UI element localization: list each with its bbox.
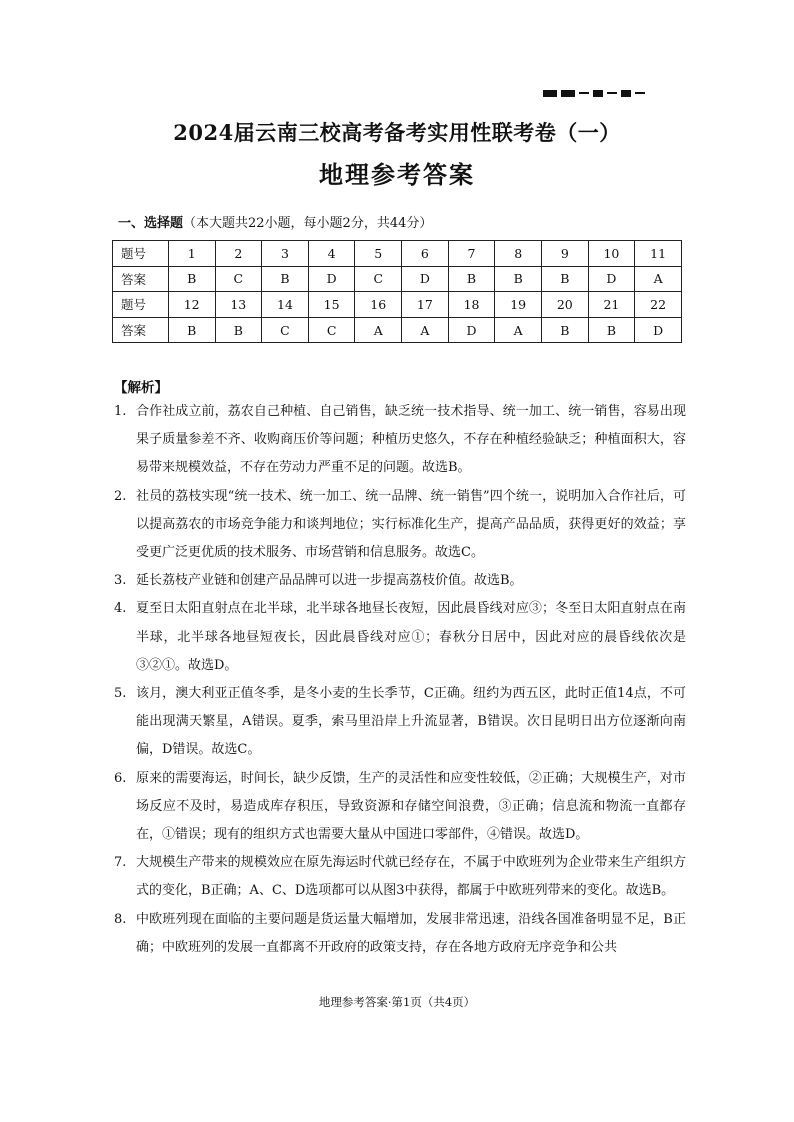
item-number: 5. — [114, 686, 127, 702]
table-cell: 8 — [495, 241, 542, 267]
item-number: 4. — [114, 601, 127, 617]
table-row — [113, 266, 682, 292]
exam-title: 2024届云南三校高考备考实用性联考卷（一） — [173, 120, 621, 145]
item-number: 8. — [114, 911, 127, 927]
table-cell: C — [308, 317, 355, 343]
analysis-item — [114, 849, 686, 905]
analysis-item — [114, 398, 686, 483]
analysis-list — [114, 398, 686, 962]
answer-table — [112, 240, 682, 343]
section-title: 一、选择题 — [118, 216, 184, 231]
table-cell: D — [635, 317, 682, 343]
item-text: 延长荔枝产业链和创建产品品牌可以进一步提高荔枝价值。故选B。 — [136, 573, 523, 589]
table-cell: B — [588, 317, 635, 343]
item-number: 2. — [114, 488, 127, 504]
table-cell: A — [402, 317, 449, 343]
table-cell: D — [402, 266, 449, 292]
item-number: 1. — [114, 404, 127, 419]
item-number: 6. — [114, 770, 127, 786]
table-cell: C — [262, 317, 309, 343]
table-cell: 1 — [168, 241, 215, 267]
table-cell: 21 — [588, 292, 635, 318]
table-cell: 15 — [308, 292, 355, 318]
table-cell: B — [541, 317, 588, 343]
table-cell: A — [495, 317, 542, 343]
table-cell: 20 — [541, 292, 588, 318]
table-cell: 13 — [215, 292, 262, 318]
table-cell: A — [635, 266, 682, 292]
section-heading — [118, 212, 432, 231]
table-cell: 22 — [635, 292, 682, 318]
exam-subtitle: 地理参考答案 — [319, 160, 475, 189]
table-cell: 19 — [495, 292, 542, 318]
analysis-item — [114, 483, 686, 568]
item-text: 原来的需要海运，时间长，缺少反馈，生产的灵活性和应变性较低，②正确；大规模生产，对市场反应不及时，易造成库存积压，导致资源和存储空间浪费，③正确；信息流和物流一直都存在，①错误；现有的组织方式也需要大量从中国进口零部件，④错误。故选D。 — [136, 770, 686, 843]
table-cell: B — [495, 266, 542, 292]
item-text: 合作社成立前，荔农自己种植、自己销售，缺乏统一技术指导、统一加工、统一销售，容易出现果子质量参差不齐、收购商压价等问题；种植历史悠久，不存在种植经验缺乏；种植面积大，容易带来规模效益，不存在劳动力严重不足的问题。故选B。 — [136, 404, 686, 476]
paper-code-mark — [543, 88, 645, 98]
table-cell: 7 — [448, 241, 495, 267]
table-cell: 5 — [355, 241, 402, 267]
table-cell: 18 — [448, 292, 495, 318]
table-cell: B — [262, 266, 309, 292]
table-cell: 17 — [402, 292, 449, 318]
table-cell: C — [215, 266, 262, 292]
table-cell: D — [448, 317, 495, 343]
row-header-cell: 题号 — [113, 241, 169, 267]
table-row — [113, 241, 682, 267]
table-cell: 4 — [308, 241, 355, 267]
table-cell: 16 — [355, 292, 402, 318]
table-cell: B — [215, 317, 262, 343]
analysis-item — [114, 765, 686, 850]
table-cell: B — [448, 266, 495, 292]
table-cell: A — [355, 317, 402, 343]
table-row — [113, 317, 682, 343]
table-cell: 14 — [262, 292, 309, 318]
item-text: 社员的荔枝实现“统一技术、统一加工、统一品牌、统一销售”四个统一，说明加入合作社后，可以提高荔农的市场竞争能力和谈判地位；实行标准化生产，提高产品品质，获得更好的效益；享受更广泛更优质的技术服务、市场营销和信息服务。故选C。 — [136, 488, 686, 561]
section-note: （本大题共22小题，每小题2分，共44分） — [183, 216, 433, 231]
table-cell: 3 — [262, 241, 309, 267]
table-cell: 9 — [541, 241, 588, 267]
item-text: 中欧班列现在面临的主要问题是货运量大幅增加，发展非常迅速，沿线各国准备明显不足，B正确；中欧班列的发展一直都离不开政府的政策支持，存在各地方政府无序竞争和公共 — [136, 911, 686, 955]
table-cell: 2 — [215, 241, 262, 267]
analysis-item — [114, 906, 686, 962]
table-cell: 11 — [635, 241, 682, 267]
table-cell: B — [168, 266, 215, 292]
table-cell: B — [541, 266, 588, 292]
analysis-item — [114, 567, 686, 595]
table-cell: B — [168, 317, 215, 343]
table-cell: 10 — [588, 241, 635, 267]
row-header-cell: 答案 — [113, 317, 169, 343]
table-cell: D — [308, 266, 355, 292]
page-footer: 地理参考答案·第1页（共4页） — [318, 995, 476, 1009]
item-text: 大规模生产带来的规模效应在原先海运时代就已经存在，不属于中欧班列为企业带来生产组织方式的变化，B正确；A、C、D选项都可以从图3中获得，都属于中欧班列带来的变化。故选B。 — [136, 855, 686, 899]
analysis-heading: 【解析】 — [114, 380, 168, 396]
table-cell: C — [355, 266, 402, 292]
analysis-item — [114, 680, 686, 765]
row-header-cell: 答案 — [113, 266, 169, 292]
row-header-cell: 题号 — [113, 292, 169, 318]
item-text: 夏至日太阳直射点在北半球，北半球各地昼长夜短，因此晨昏线对应③；冬至日太阳直射点在南半球，北半球各地昼短夜长，因此晨昏线对应①；春秋分日居中，因此对应的晨昏线依次是③②①。故选D。 — [136, 601, 686, 673]
item-text: 该月，澳大利亚正值冬季，是冬小麦的生长季节，C正确。纽约为西五区，此时正值14点，不可能出现满天繁星，A错误。夏季，索马里沿岸上升流显著，B错误。次日昆明日出方位逐渐向南偏，D错误。故选C。 — [136, 686, 686, 758]
table-cell: 12 — [168, 292, 215, 318]
item-number: 7. — [114, 855, 127, 871]
analysis-item — [114, 595, 686, 680]
table-cell: 6 — [402, 241, 449, 267]
table-row — [113, 292, 682, 318]
item-number: 3. — [114, 573, 127, 589]
table-cell: D — [588, 266, 635, 292]
